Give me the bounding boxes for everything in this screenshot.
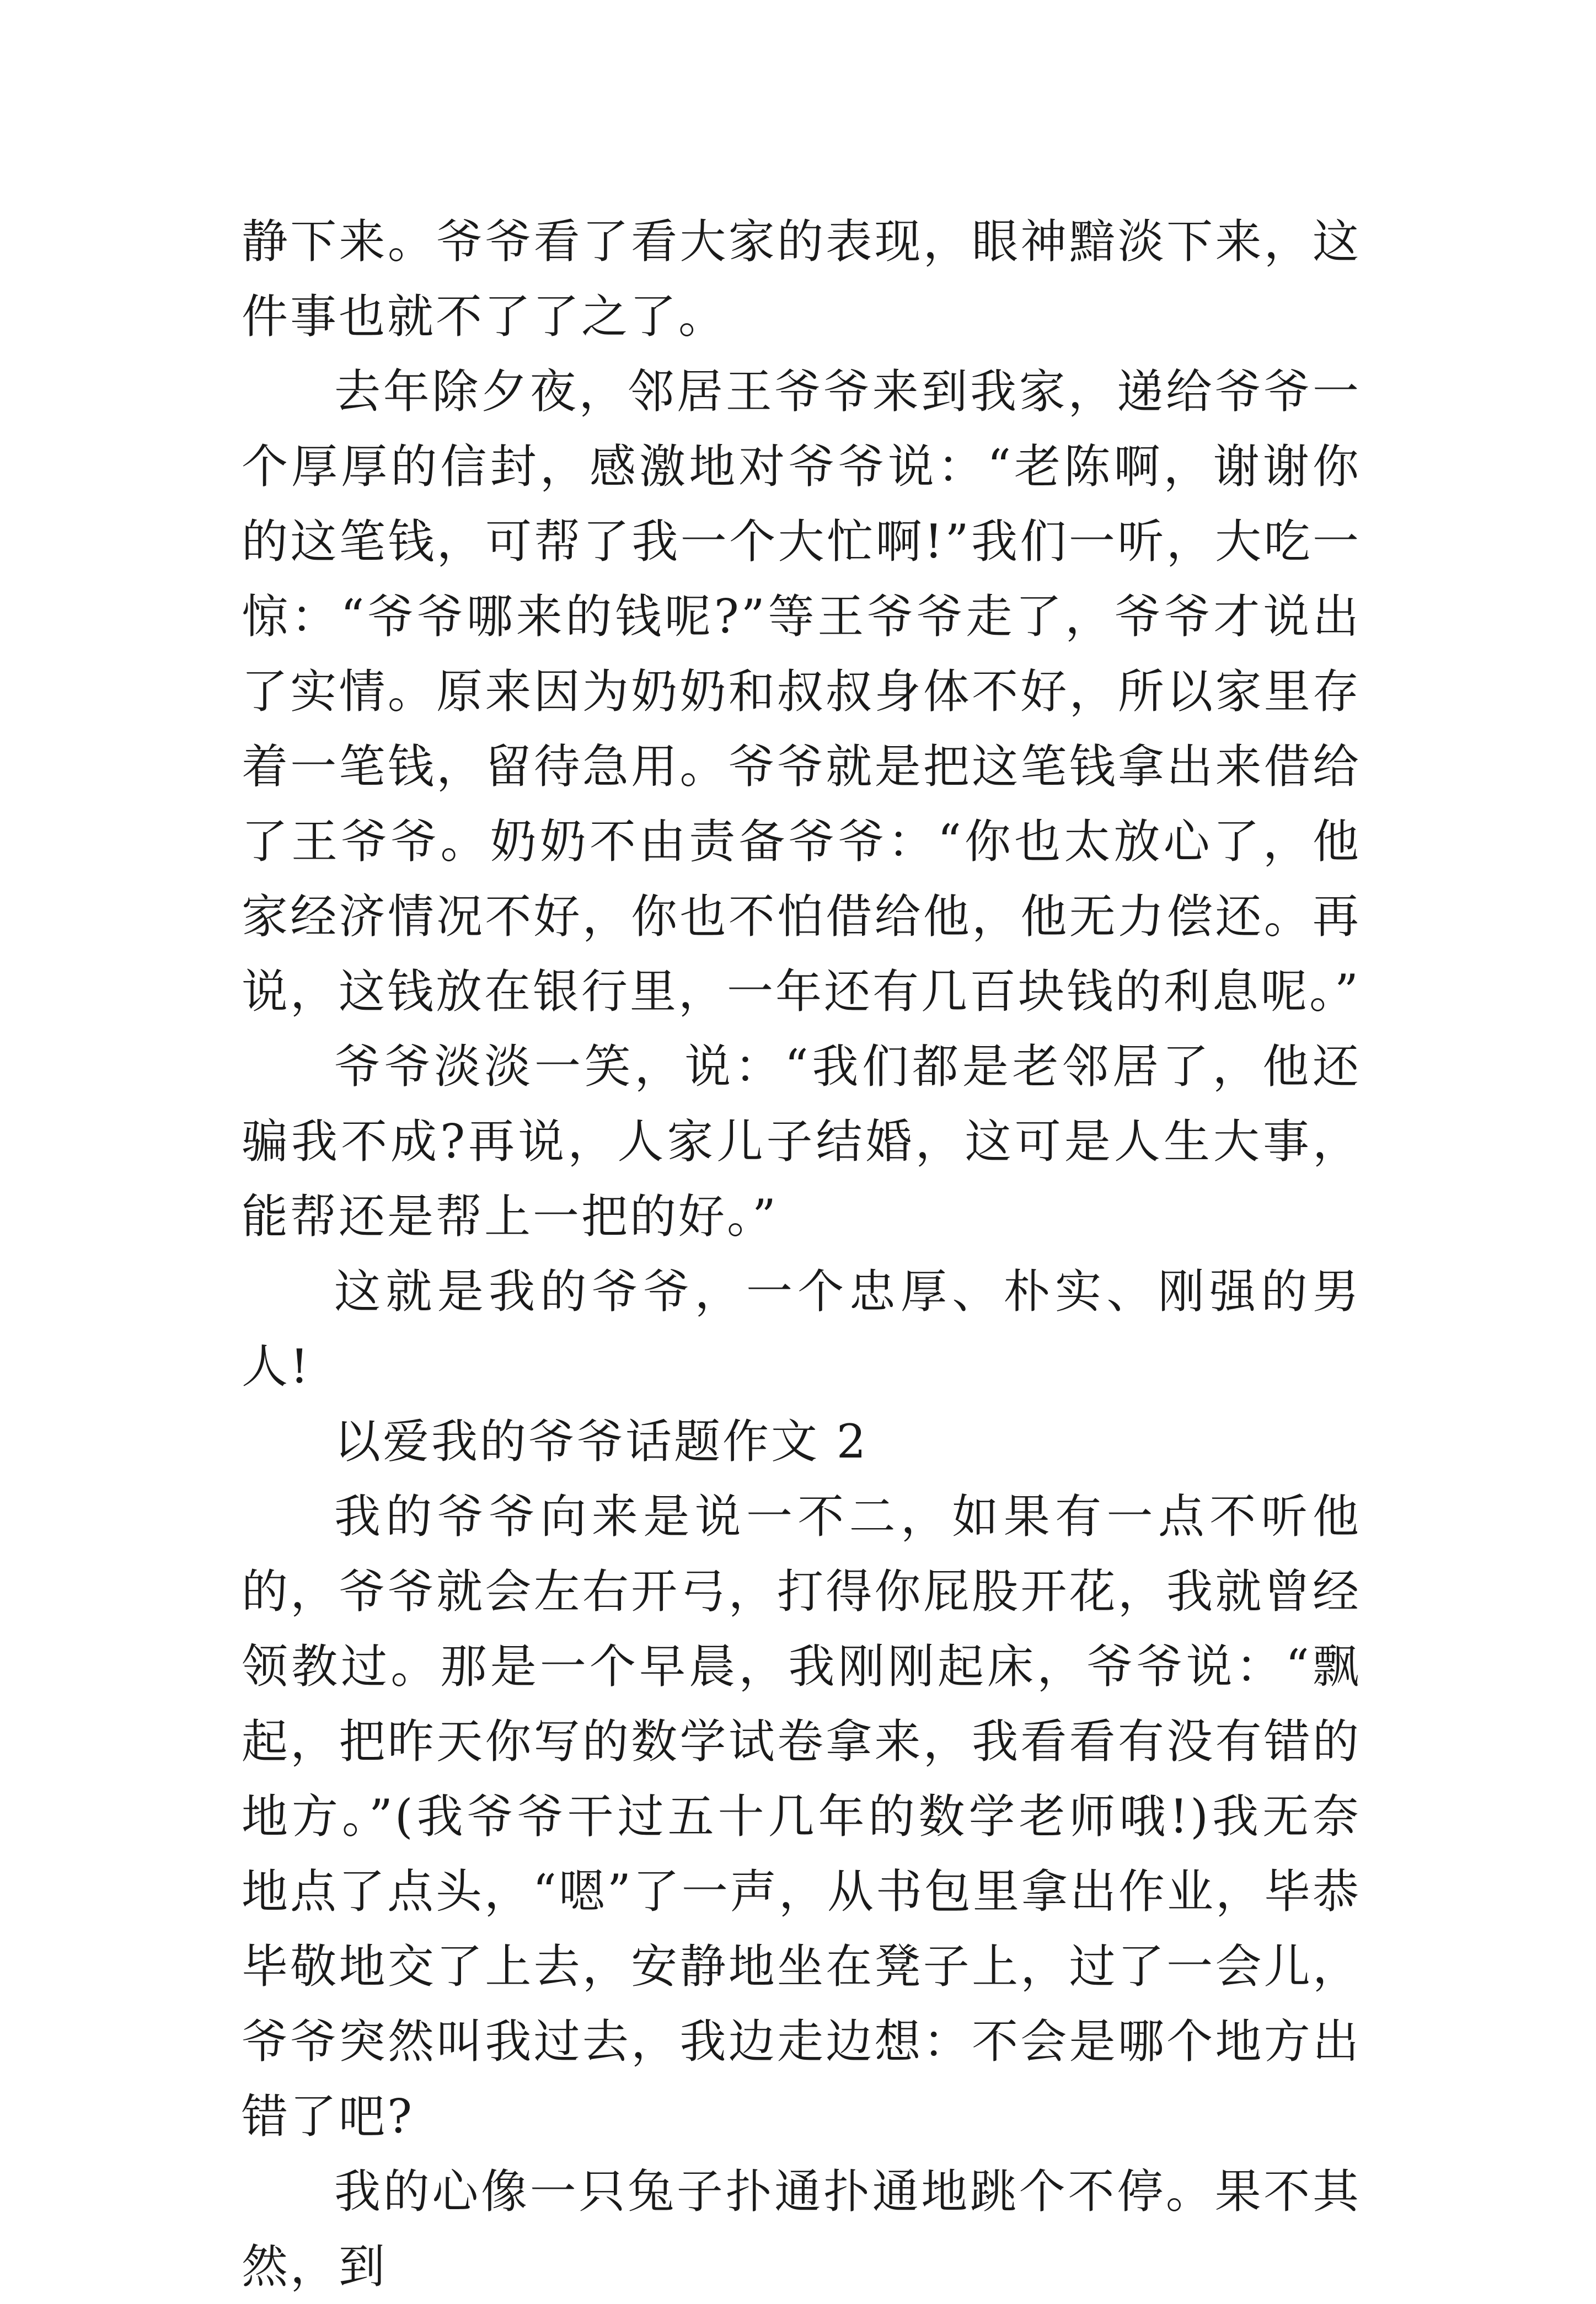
paragraph-continuation: 静下来。爷爷看了看大家的表现，眼神黯淡下来，这件事也就不了了之了。 bbox=[242, 215, 1361, 344]
paragraph-conclusion: 这就是我的爷爷，一个忠厚、朴实、刚强的男人! bbox=[242, 1264, 1361, 1394]
paragraph-grandpa-reply: 爷爷淡淡一笑，说：“我们都是老邻居了，他还骗我不成?再说，人家儿子结婚，这可是人生大事，能帮还是帮上一把的好。” bbox=[242, 1040, 1361, 1244]
paragraph-new-year-eve: 去年除夕夜，邻居王爷爷来到我家，递给爷爷一个厚厚的信封，感激地对爷爷说：“老陈啊，谢谢你的这笔钱，可帮了我一个大忙啊!”我们一听，大吃一惊：“爷爷哪来的钱呢?”等王爷爷走了，爷爷才说出了实情。原来因为奶奶和叔叔身体不好，所以家里存着一笔钱，留待急用。爷爷就是把这笔钱拿出来借给了王爷爷。奶奶不由责备爷爷：“你也太放心了，他家经济情况不好，你也不怕借给他，他无力偿还。再说，这钱放在银行里，一年还有几百块钱的利息呢。” bbox=[242, 365, 1361, 1019]
essay-body bbox=[242, 204, 1361, 2304]
paragraph-math-test: 我的爷爷向来是说一不二，如果有一点不听他的，爷爷就会左右开弓，打得你屁股开花，我就曾经领教过。那是一个早晨，我刚刚起床，爷爷说：“飘起，把昨天你写的数学试卷拿来，我看看有没有错的地方。”(我爷爷干过五十几年的数学老师哦!)我无奈地点了点头，“嗯”了一声，从书包里拿出作业，毕恭毕敬地交了上去，安静地坐在凳子上，过了一会儿，爷爷突然叫我过去，我边走边想：不会是哪个地方出错了吧? bbox=[242, 1489, 1361, 2144]
essay-2-title: 以爱我的爷爷话题作文 2 bbox=[334, 1414, 869, 1469]
paragraph-heart-beating: 我的心像一只兔子扑通扑通地跳个不停。果不其然，到 bbox=[242, 2164, 1361, 2294]
